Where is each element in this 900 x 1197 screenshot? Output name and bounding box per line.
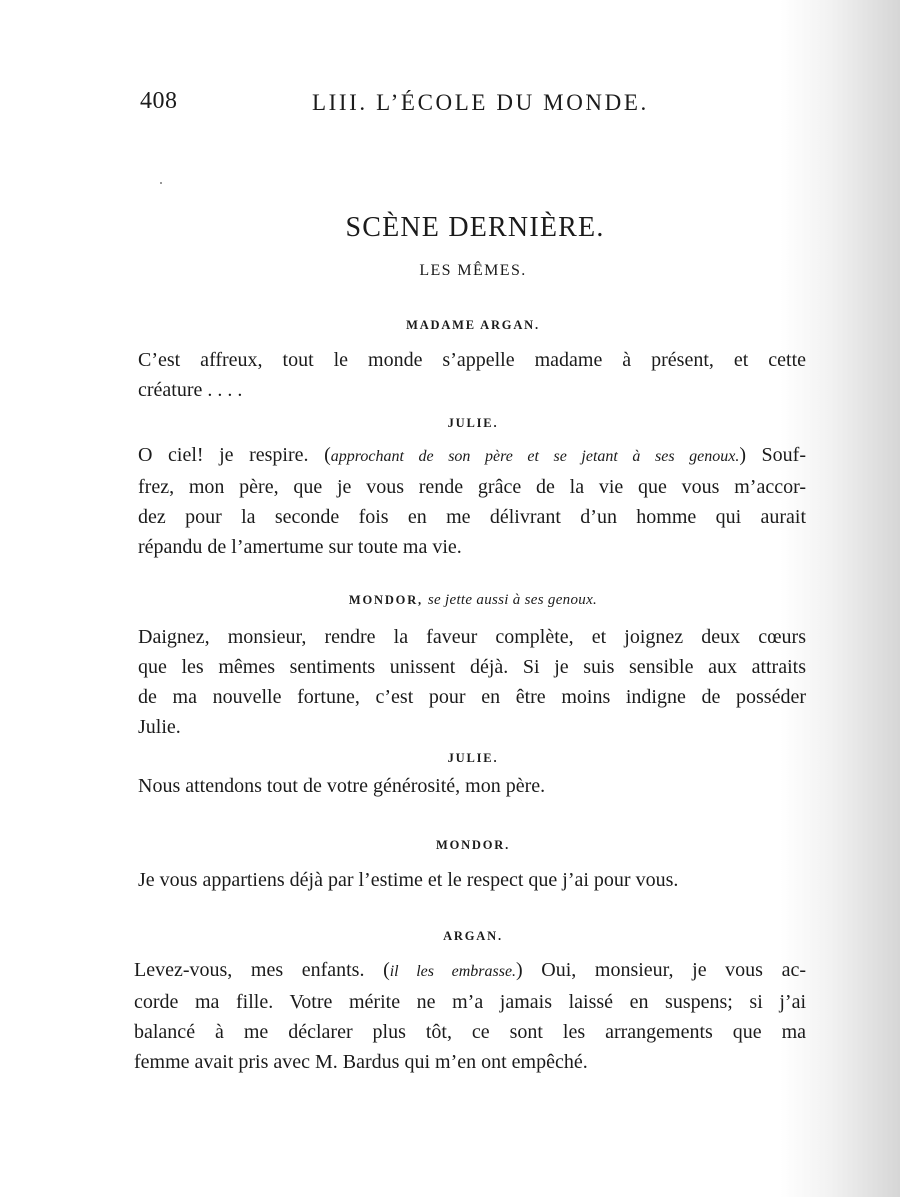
- speech-line: C’est affreux, tout le monde s’appelle madame à présent, et cette: [138, 349, 806, 371]
- speech-text: Levez-vous, mes enfants. (: [134, 959, 390, 981]
- speech-line: [138, 440, 806, 472]
- speech-line: corde ma fille. Votre mérite ne m’a jamais laissé en suspens; si j’ai: [134, 991, 806, 1013]
- speech-line: femme avait pris avec M. Bardus qui m’en ont empêché.: [134, 1051, 588, 1073]
- speaker-name: JULIE.: [447, 416, 499, 430]
- speech-line: [134, 955, 806, 987]
- speech-line: répandu de l’amertume sur toute ma vie.: [138, 536, 462, 558]
- speech-line: dez pour la seconde fois en me délivrant d’un homme qui aurait: [138, 506, 806, 528]
- speech-line: que les mêmes sentiments unissent déjà. Si je suis sensible aux attraits: [138, 656, 806, 678]
- stage-direction: il les embrasse.: [389, 963, 517, 980]
- speech-block: [138, 440, 806, 562]
- running-header: [140, 88, 649, 122]
- stage-direction: approchant de son père et se jetant à ses genoux.: [330, 448, 740, 465]
- speech-line: Julie.: [138, 716, 181, 738]
- speech-text: O ciel! je respire. (: [138, 444, 331, 466]
- speaker-name: ARGAN.: [443, 929, 503, 943]
- speaker-name: MADAME ARGAN.: [406, 318, 540, 332]
- speech-block: [138, 622, 806, 742]
- speech-text: ) Souf-: [739, 444, 806, 466]
- stage-direction: se jette aussi à ses genoux.: [427, 592, 598, 608]
- speech-text: ) Oui, monsieur, je vous ac-: [516, 959, 806, 981]
- speaker-name: JULIE.: [447, 751, 499, 765]
- speech-block: [138, 865, 806, 895]
- scene-subtitle: LES MÊMES.: [419, 262, 527, 279]
- speech-line: balancé à me déclarer plus tôt, ce sont les arrangements que ma: [134, 1021, 806, 1043]
- speech-line: Je vous appartiens déjà par l’estime et le respect que j’ai pour vous.: [138, 869, 679, 891]
- page-number: 408: [140, 88, 178, 114]
- speech-block: [134, 955, 806, 1077]
- scene-title: SCÈNE DERNIÈRE.: [345, 212, 605, 243]
- speech-block: [138, 771, 806, 801]
- speech-line: de ma nouvelle fortune, c’est pour en être moins indigne de posséder: [138, 686, 806, 708]
- speech-line: frez, mon père, que je vous rende grâce de la vie que vous m’accor-: [138, 476, 806, 498]
- speaker-heading: [0, 592, 900, 609]
- speaker-name: MONDOR,: [348, 593, 423, 607]
- speech-line: Daignez, monsieur, rendre la faveur complète, et joignez deux cœurs: [138, 626, 806, 648]
- speaker-name: MONDOR.: [435, 838, 511, 852]
- speech-block: [138, 345, 806, 405]
- running-title: LIII. L’ÉCOLE DU MONDE.: [312, 90, 649, 115]
- speech-line: créature . . . .: [138, 379, 243, 401]
- print-speck: [160, 182, 162, 184]
- speech-line: Nous attendons tout de votre générosité, mon père.: [138, 775, 546, 797]
